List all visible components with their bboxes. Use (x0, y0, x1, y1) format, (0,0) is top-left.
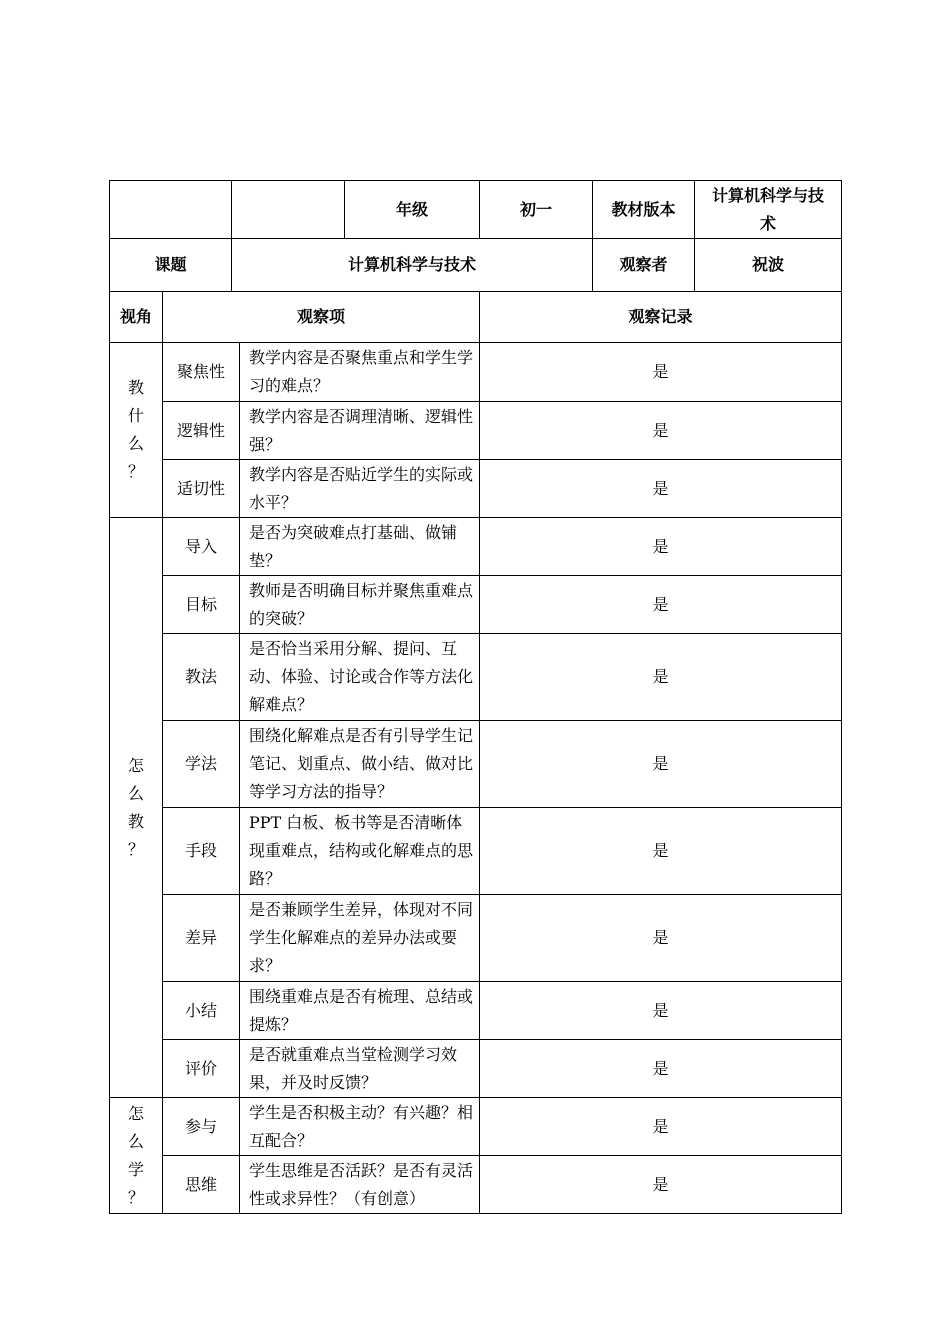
record-value: 是 (480, 343, 842, 402)
observer-value: 祝波 (695, 239, 842, 292)
record-value: 是 (480, 982, 842, 1040)
record-value: 是 (480, 1156, 842, 1214)
item-name: 学法 (163, 721, 240, 808)
edition-label: 教材版本 (593, 181, 695, 239)
section-label-what: 教 什 么 ？ (110, 343, 163, 518)
item-question: 学生思维是否活跃？是否有灵活性或求异性？（有创意） (240, 1156, 480, 1214)
item-name: 小结 (163, 982, 240, 1040)
record-value: 是 (480, 1040, 842, 1098)
item-question: 教学内容是否调理清晰、逻辑性强？ (240, 402, 480, 460)
item-question: 是否为突破难点打基础、做铺垫？ (240, 518, 480, 576)
table-row (110, 1040, 842, 1098)
table-row (110, 982, 842, 1040)
topic-value: 计算机科学与技术 (232, 239, 593, 292)
item-name: 差异 (163, 895, 240, 982)
item-name: 逻辑性 (163, 402, 240, 460)
table-row (110, 343, 842, 402)
item-question: 是否就重难点当堂检测学习效果，并及时反馈？ (240, 1040, 480, 1098)
record-value: 是 (480, 460, 842, 518)
item-question: 是否恰当采用分解、提问、互动、体验、讨论或合作等方法化解难点？ (240, 634, 480, 721)
item-question: 学生是否积极主动？有兴趣？相互配合？ (240, 1098, 480, 1156)
record-value: 是 (480, 634, 842, 721)
record-value: 是 (480, 1098, 842, 1156)
observer-label: 观察者 (593, 239, 695, 292)
item-name: 聚焦性 (163, 343, 240, 402)
table-row (110, 1098, 842, 1156)
topic-label: 课题 (110, 239, 232, 292)
item-name: 教法 (163, 634, 240, 721)
perspective-header: 视角 (110, 292, 163, 343)
record-value: 是 (480, 721, 842, 808)
table-row (110, 634, 842, 721)
item-header: 观察项 (163, 292, 480, 343)
record-value: 是 (480, 576, 842, 634)
section-label-how-teach: 怎 么 教 ？ (110, 518, 163, 1098)
item-name: 思维 (163, 1156, 240, 1214)
table-row (110, 518, 842, 576)
edition-value: 计算机科学与技术 (695, 181, 842, 239)
table-row (110, 460, 842, 518)
item-question: 教学内容是否聚焦重点和学生学习的难点？ (240, 343, 480, 402)
item-question: 是否兼顾学生差异，体现对不同学生化解难点的差异办法或要求？ (240, 895, 480, 982)
blank-cell (110, 181, 232, 239)
grade-label: 年级 (345, 181, 480, 239)
section-label-how-learn: 怎 么 学 ？ (110, 1098, 163, 1214)
item-question: 围绕重难点是否有梳理、总结或提炼？ (240, 982, 480, 1040)
table-row (110, 1156, 842, 1214)
item-name: 手段 (163, 808, 240, 895)
item-question: 围绕化解难点是否有引导学生记笔记、划重点、做小结、做对比等学习方法的指导？ (240, 721, 480, 808)
item-name: 适切性 (163, 460, 240, 518)
table-body (110, 181, 842, 1214)
header-row-topic (110, 239, 842, 292)
table-row (110, 721, 842, 808)
observation-table (109, 180, 842, 1214)
item-question: 教师是否明确目标并聚焦重难点的突破？ (240, 576, 480, 634)
item-name: 参与 (163, 1098, 240, 1156)
record-value: 是 (480, 402, 842, 460)
header-row-grade (110, 181, 842, 239)
item-question: PPT 白板、板书等是否清晰体现重难点，结构或化解难点的思路？ (240, 808, 480, 895)
record-header: 观察记录 (480, 292, 842, 343)
blank-cell (232, 181, 345, 239)
item-question: 教学内容是否贴近学生的实际或水平？ (240, 460, 480, 518)
item-name: 评价 (163, 1040, 240, 1098)
record-value: 是 (480, 808, 842, 895)
record-value: 是 (480, 895, 842, 982)
table-row (110, 576, 842, 634)
table-row (110, 895, 842, 982)
grade-value: 初一 (480, 181, 593, 239)
table-row (110, 402, 842, 460)
item-name: 目标 (163, 576, 240, 634)
column-header-row (110, 292, 842, 343)
record-value: 是 (480, 518, 842, 576)
table-row (110, 808, 842, 895)
item-name: 导入 (163, 518, 240, 576)
